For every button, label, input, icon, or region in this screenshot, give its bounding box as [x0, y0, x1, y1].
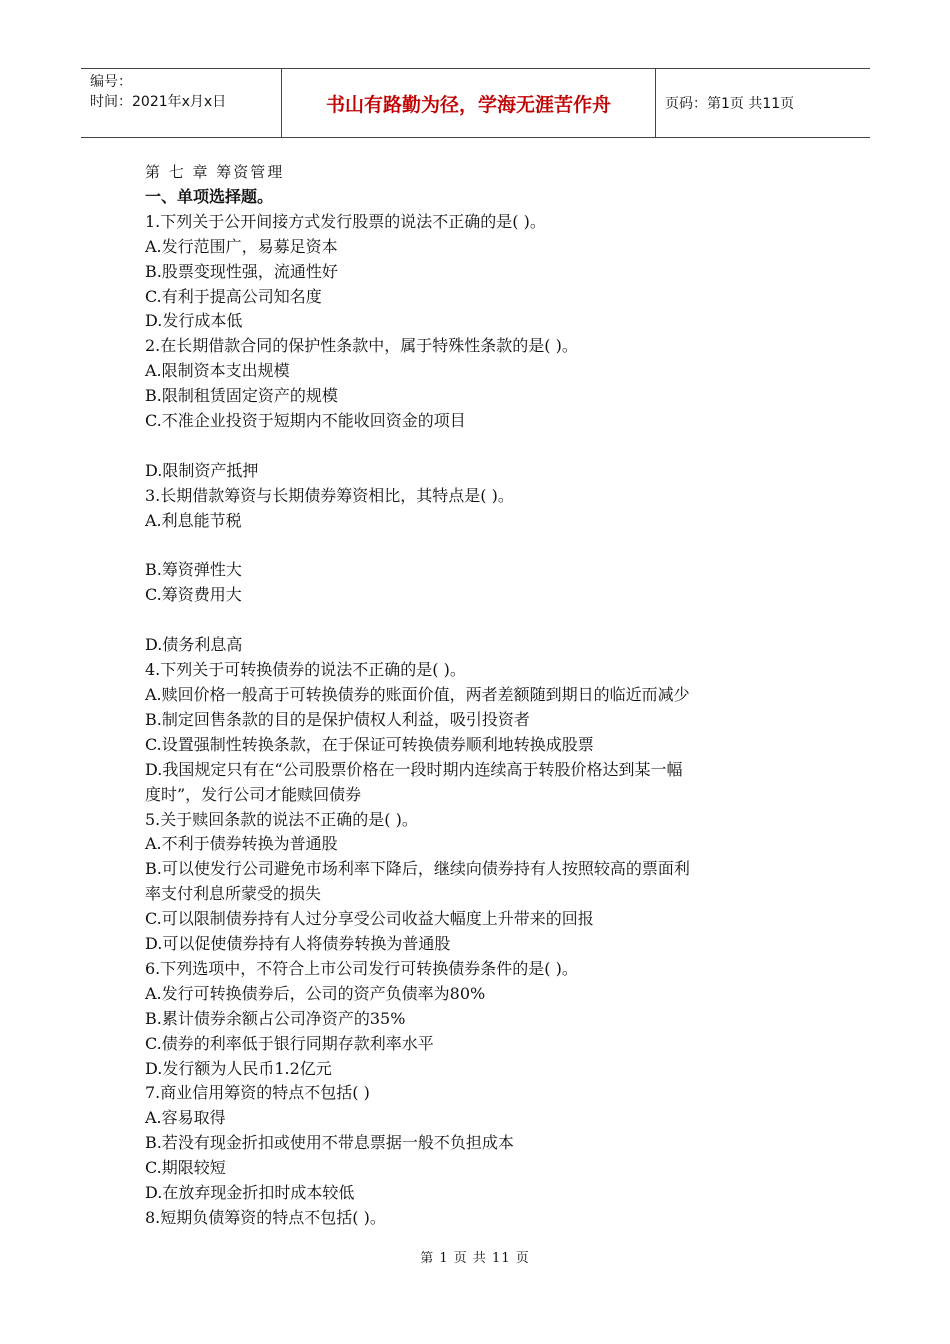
text-line: D.限制资产抵押	[145, 460, 259, 480]
text-line: D.可以促使债券持有人将债券转换为普通股	[145, 934, 451, 954]
header-motto: 书山有路勤为径，学海无涯苦作舟	[282, 69, 656, 137]
header-page-code: 页码：第1页 共11页	[665, 96, 795, 112]
text-line	[145, 534, 815, 559]
header-meta	[81, 69, 282, 137]
text-line: A.赎回价格一般高于可转换债券的账面价值，两者差额随到期日的临近而减少	[145, 684, 690, 704]
text-line: 4.下列关于可转换债券的说法不正确的是( )。	[145, 660, 466, 680]
number-label: 编号：	[90, 74, 132, 90]
text-line: C.筹资费用大	[145, 585, 242, 605]
text-line: 8.短期负债筹资的特点不包括( )。	[145, 1208, 386, 1228]
text-line: 7.商业信用筹资的特点不包括( )	[145, 1083, 370, 1103]
text-line: B.制定回售条款的目的是保护债权人利益，吸引投资者	[145, 709, 530, 729]
text-line: B.筹资弹性大	[145, 560, 242, 580]
text-line: 率支付利息所蒙受的损失	[145, 884, 322, 904]
text-line: B.累计债券余额占公司净资产的35%	[145, 1008, 406, 1028]
text-line	[145, 434, 815, 459]
text-line: 度时”，发行公司才能赎回债券	[145, 784, 362, 804]
text-line: A.不利于债券转换为普通股	[145, 834, 338, 854]
text-line	[145, 608, 815, 633]
text-line: A.容易取得	[145, 1108, 226, 1128]
text-line: A.利息能节税	[145, 510, 242, 530]
page-header	[81, 68, 870, 138]
document-body	[145, 160, 815, 1231]
text-line: B.股票变现性强，流通性好	[145, 261, 338, 281]
text-line: B.可以使发行公司避免市场利率下降后，继续向债券持有人按照较高的票面利	[145, 859, 690, 879]
text-line: A.发行范围广，易募足资本	[145, 236, 338, 256]
chapter-title: 第 七 章 筹资管理	[145, 163, 285, 181]
text-line: 5.关于赎回条款的说法不正确的是( )。	[145, 809, 418, 829]
text-line: A.发行可转换债券后，公司的资产负债率为80%	[145, 983, 486, 1003]
section-title: 一、单项选择题。	[145, 186, 274, 206]
text-line: 3.长期借款筹资与长期债券筹资相比，其特点是( )。	[145, 485, 514, 505]
text-line: 6.下列选项中，不符合上市公司发行可转换债券条件的是( )。	[145, 958, 578, 978]
text-line: C.设置强制性转换条款，在于保证可转换债券顺利地转换成股票	[145, 734, 594, 754]
text-line: 1.下列关于公开间接方式发行股票的说法不正确的是( )。	[145, 211, 546, 231]
text-line: B.限制租赁固定资产的规模	[145, 386, 338, 406]
text-line: D.我国规定只有在“公司股票价格在一段时期内连续高于转股价格达到某一幅	[145, 759, 683, 779]
text-line: C.有利于提高公司知名度	[145, 286, 322, 306]
text-line: C.期限较短	[145, 1158, 226, 1178]
text-line: C.不准企业投资于短期内不能收回资金的项目	[145, 411, 466, 431]
text-line: D.债务利息高	[145, 635, 243, 655]
text-line: C.债券的利率低于银行同期存款利率水平	[145, 1033, 434, 1053]
page-footer: 第 1 页 共 11 页	[420, 1251, 530, 1266]
question-list	[145, 210, 815, 1231]
text-line: B.若没有现金折扣或使用不带息票据一般不负担成本	[145, 1133, 514, 1153]
text-line: D.发行成本低	[145, 311, 243, 331]
text-line: A.限制资本支出规模	[145, 361, 290, 381]
time-label: 时间：2021年x月x日	[90, 94, 227, 110]
text-line: 2.在长期借款合同的保护性条款中，属于特殊性条款的是( )。	[145, 336, 578, 356]
text-line: D.发行额为人民币1.2亿元	[145, 1058, 332, 1078]
text-line: C.可以限制债券持有人过分享受公司收益大幅度上升带来的回报	[145, 909, 594, 929]
text-line: D.在放弃现金折扣时成本较低	[145, 1183, 355, 1203]
